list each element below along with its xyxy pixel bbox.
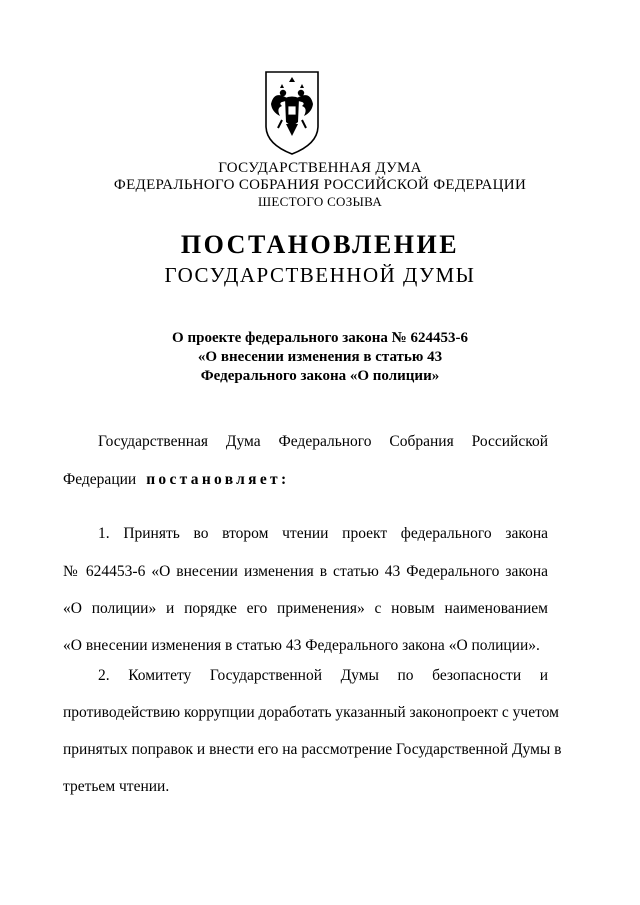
preamble-line-2 bbox=[63, 471, 289, 489]
document-subtitle: ГОСУДАРСТВЕННОЙ ДУМЫ bbox=[164, 263, 476, 287]
preamble-line-1: Государственная Дума Федерального Собрания Российской bbox=[98, 433, 548, 450]
subject-line-1: О проекте федерального закона № 624453-6 bbox=[172, 330, 468, 346]
decree-word: постановляет: bbox=[146, 471, 290, 488]
subject-line-2: «О внесении изменения в статью 43 bbox=[197, 349, 443, 365]
item2-line-4: третьем чтении. bbox=[63, 778, 170, 795]
item1-line-2: № 624453-6 «О внесении изменения в статью 43 Федерального закона bbox=[63, 563, 548, 580]
header-line-assembly: ФЕДЕРАЛЬНОГО СОБРАНИЯ РОССИЙСКОЙ ФЕДЕРАЦИИ bbox=[113, 177, 527, 193]
item2-line-2: противодействию коррупции доработать указанный законопроект с учетом bbox=[63, 704, 559, 721]
item2-line-3: принятых поправок и внести его на рассмотрение Государственной Думы в bbox=[63, 741, 562, 758]
subject-line-3: Федерального закона «О полиции» bbox=[200, 368, 440, 384]
item2-line-1: 2. Комитету Государственной Думы по безопасности и bbox=[98, 667, 548, 684]
preamble-prefix: Федерации bbox=[63, 471, 137, 488]
item1-line-1: 1. Принять во втором чтении проект федерального закона bbox=[98, 525, 548, 542]
coat-of-arms-icon bbox=[262, 68, 322, 158]
document-title: ПОСТАНОВЛЕНИЕ bbox=[180, 230, 460, 259]
header-line-duma: ГОСУДАРСТВЕННАЯ ДУМА bbox=[218, 160, 422, 176]
item1-line-3: «О полиции» и порядке его применения» с новым наименованием bbox=[63, 600, 548, 617]
item1-line-4: «О внесении изменения в статью 43 Федерального закона «О полиции». bbox=[63, 637, 540, 654]
header-line-convocation: ШЕСТОГО СОЗЫВА bbox=[257, 194, 383, 209]
